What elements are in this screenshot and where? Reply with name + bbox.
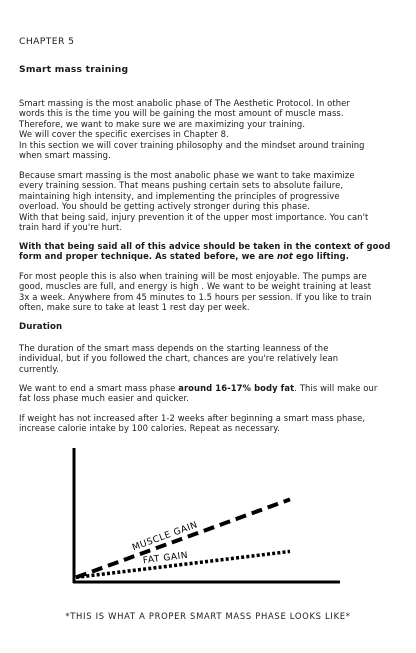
text-line: With that being said all of this advice should be taken in the context of good [19, 241, 391, 251]
text-line: Smart massing is the most anabolic phase of The Aesthetic Protocol. In other [19, 98, 350, 108]
text-line: form and proper technique. As stated before, we are not ego lifting. [19, 251, 349, 262]
text-line: individual, but if you followed the chart, chances are you're relatively lean [19, 353, 339, 364]
bold-text: around 16-17% body fat [178, 383, 295, 393]
text-line: when smart massing. [19, 150, 111, 161]
emphasis-text: not [276, 251, 294, 262]
push-paragraph [19, 170, 413, 232]
text-line: If weight has not increased after 1-2 weeks after beginning a smart mass phase, [19, 413, 366, 423]
text-line: In this section we will cover training philosophy and the mindset around training [19, 139, 365, 150]
text-line: train hard if you're hurt. [19, 222, 123, 233]
duration-paragraph-3 [19, 413, 413, 434]
text-line: increase calorie intake by 100 calories. Repeat as necessary. [19, 423, 280, 434]
mass-phase-chart [60, 442, 360, 602]
text-line: words this is the time you will be gaining the most amount of muscle mass. [19, 108, 344, 119]
text-line: The duration of the smart mass depends on the starting leanness of the [19, 343, 329, 353]
text-line: For most people this is also when training will be most enjoyable. The pumps are [19, 271, 367, 281]
duration-heading: Duration [19, 322, 63, 332]
text-line: We want to end a smart mass phase around 16-17% body fat. This will make our [19, 383, 378, 393]
text-line: often, make sure to take at least 1 rest day per week. [19, 302, 250, 313]
series-label-muscle-gain: MUSCLE GAIN [131, 520, 200, 554]
chapter-label: CHAPTER 5 [19, 36, 75, 47]
text-line: overload. You should be getting actively stronger during this phase. [19, 201, 310, 212]
text-line: 3x a week. Anywhere from 45 minutes to 1.5 hours per session. If you like to train [19, 291, 372, 302]
text-line: With that being said, injury prevention it of the upper most importance. You can't [19, 211, 369, 222]
text-line: Because smart massing is the most anabolic phase we want to take maximize [19, 170, 355, 180]
chart-caption: *THIS IS WHAT A PROPER SMART MASS PHASE LOOKS LIKE* [65, 611, 351, 621]
text-line: currently. [19, 363, 59, 374]
section-title: Smart mass training [19, 64, 129, 75]
series-label-fat-gain: FAT GAIN [142, 550, 189, 567]
duration-paragraph-1 [19, 343, 413, 374]
text-line: maintaining high intensity, and implementing the principles of progressive [19, 190, 340, 201]
text-line: fat loss phase much easier and quicker. [19, 393, 189, 404]
duration-paragraph-2 [19, 383, 413, 404]
text-line: good, muscles are full, and energy is high . We want to be weight training at least [19, 281, 372, 292]
text-line: We will cover the specific exercises in Chapter 8. [19, 129, 229, 140]
text-line: Therefore, we want to make sure we are maximizing your training. [19, 118, 306, 129]
series-line-muscle-gain [76, 499, 290, 577]
text-line: every training session. That means pushing certain sets to absolute failure, [19, 180, 344, 191]
warning-paragraph [19, 241, 413, 262]
intro-paragraph [19, 98, 413, 160]
enjoy-paragraph [19, 271, 413, 313]
